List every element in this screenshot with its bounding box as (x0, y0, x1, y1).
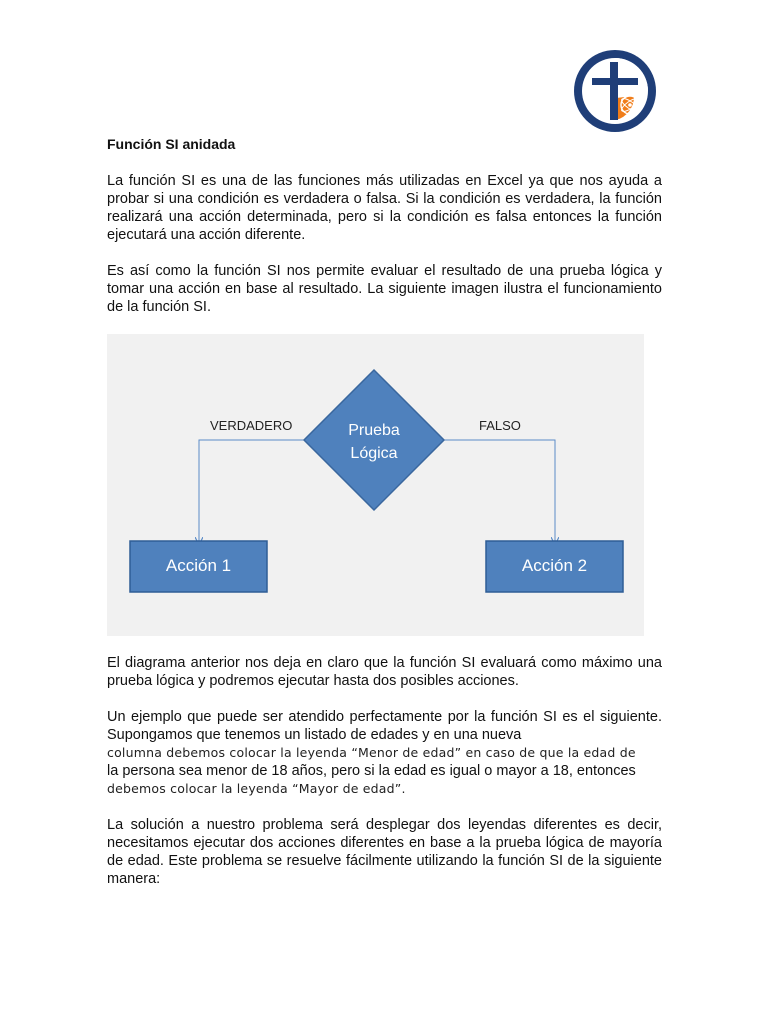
false-branch-arrow (444, 440, 555, 541)
true-label: VERDADERO (210, 418, 293, 433)
paragraph-purpose: Es así como la función SI nos permite evaluar el resultado de una prueba lógica y tomar una acción en base al resultado. La siguiente imagen ilustra el funcionamiento de la función SI. (107, 263, 662, 315)
section-title: Función SI anidada (107, 136, 236, 152)
true-branch-arrow (199, 440, 304, 541)
action1-label: Acción 1 (165, 556, 232, 575)
decision-text (314, 419, 434, 465)
decision-line1: Prueba (348, 422, 400, 439)
institution-logo-icon (572, 48, 658, 134)
flowchart-diagram (107, 334, 644, 636)
decision-line2: Lógica (350, 445, 398, 462)
example-line-a: Un ejemplo que puede ser atendido perfectamente por la función SI es el siguiente. Supongamos que tenemos un listado de edades y en una nueva (107, 709, 662, 743)
paragraph-solution: La solución a nuestro problema será desplegar dos leyendas diferentes es decir, necesitamos ejecutar dos acciones diferentes en base a la prueba lógica de mayoría de edad. Este problema se resuelve fácilmente utilizando la función SI de la siguiente manera: (107, 817, 662, 887)
document-body (107, 136, 662, 906)
false-label: FALSO (479, 418, 521, 433)
example-line-d: debemos colocar la leyenda “Mayor de edad”. (107, 781, 406, 796)
paragraph-summary: El diagrama anterior nos deja en claro que la función SI evaluará como máximo una prueba lógica y podremos ejecutar hasta dos posibles acciones. (107, 655, 662, 689)
action2-label: Acción 2 (521, 556, 588, 575)
paragraph-example (107, 708, 662, 798)
example-line-c: la persona sea menor de 18 años, pero si la edad es igual o mayor a 18, entonces (107, 763, 636, 779)
paragraph-intro: La función SI es una de las funciones más utilizadas en Excel ya que nos ayuda a probar si una condición es verdadera o falsa. Si la condición es verdadera, la función realizará una acción determinada, pero si la condición es falsa entonces la función ejecutará una acción diferente. (107, 173, 662, 243)
example-line-b: columna debemos colocar la leyenda “Menor de edad” en caso de que la edad de (107, 745, 636, 760)
